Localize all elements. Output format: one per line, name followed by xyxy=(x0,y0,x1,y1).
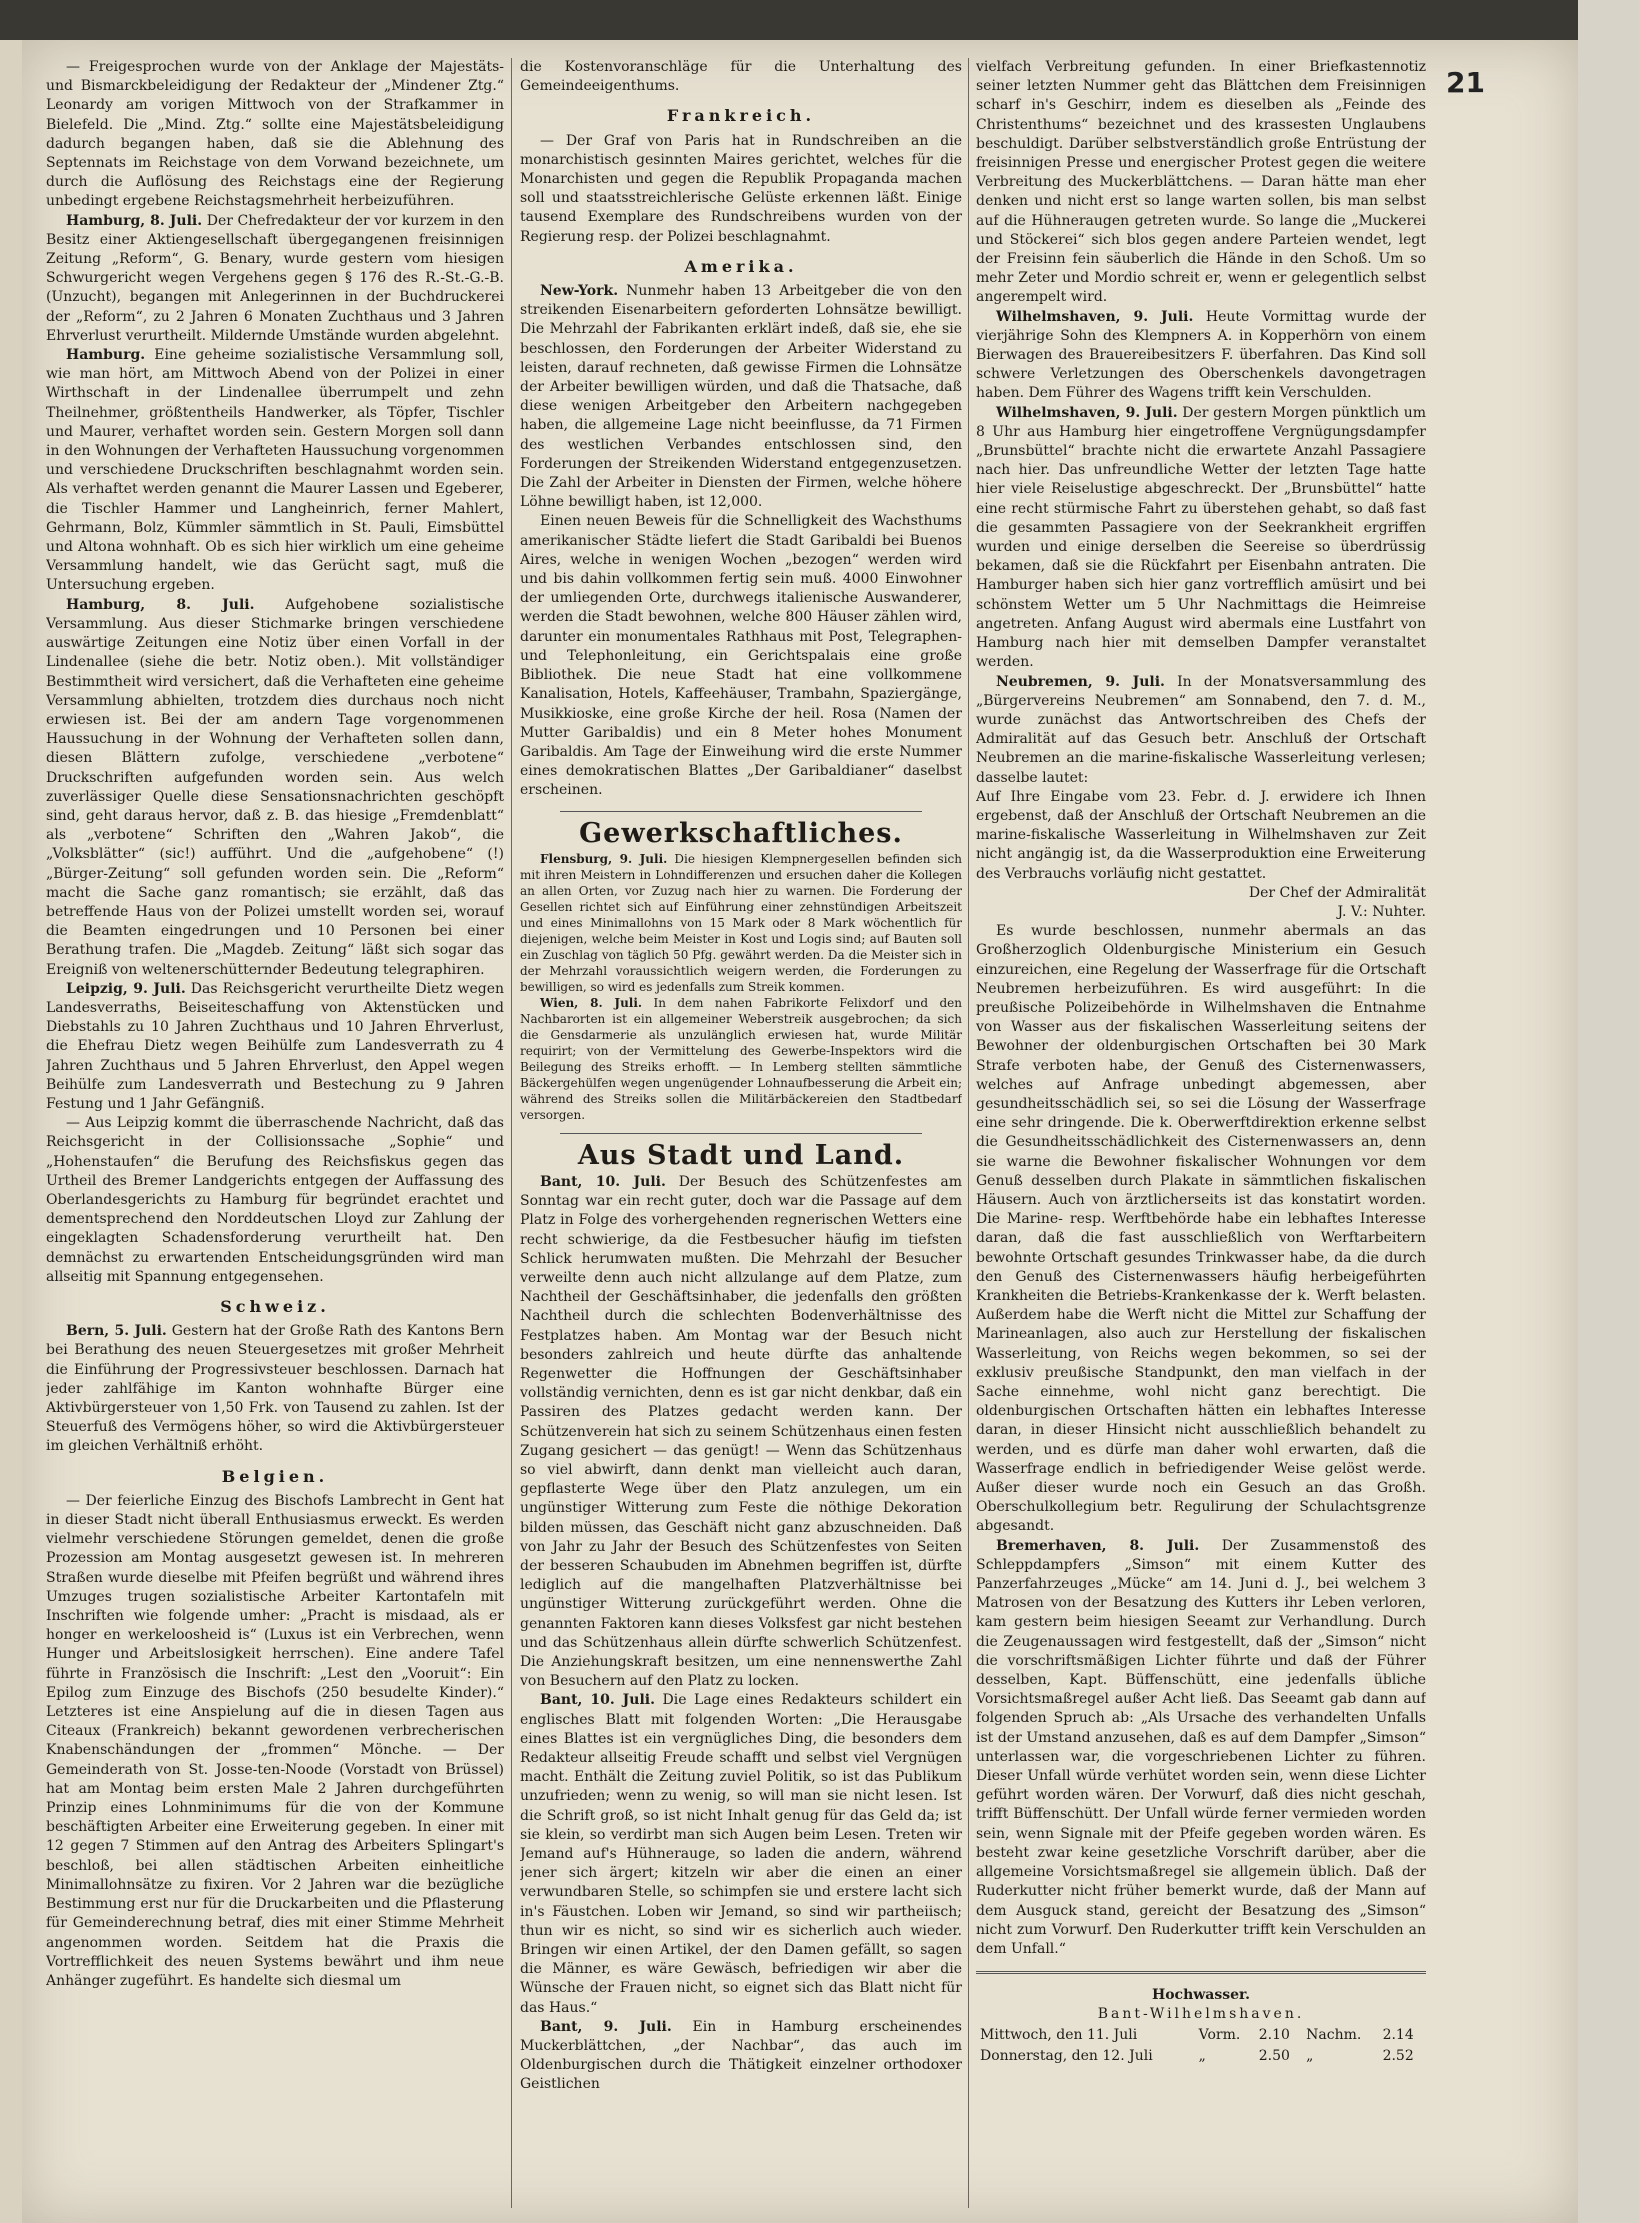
dateline: New-York. xyxy=(540,283,619,300)
article-neubremen xyxy=(976,673,1426,788)
article-text: Aufgehobene sozialistische Versammlung. Aus dieser Stichmarke bringen verschiedene auswärtige Zeitungen eine Notiz über einen Vorfall in der Lindenallee (siehe die betr. Notiz oben.). Mit vollständiger Bestimmtheit wird versichert, daß die Verhafteten eine geheime Versammlung abhielten, trotzdem dies durchaus noch nicht erwiesen ist. Bei der am andern Tage vorgenommenen Haussuchung in der Wohnung der Verhafteten sollen dann, diesen Blättern zufolge, verschiedene „verbotene“ Druckschriften aufgefunden worden sein. Aus welch zuverlässiger Quelle diese Sensationsnachrichten geschöpft sind, geht daraus hervor, daß z. B. das hiesige „Fremdenblatt“ als „verbotene“ Schriften den „Wahren Jakob“, die „Volksblätter“ (sic!) aufführt. Und die „aufgehobene“ (!) „Bürger-Zeitung“ soll gefunden worden sein. Die „Reform“ macht die Sache ganz romantisch; sie erzählt, daß das betreffende Haus von der Polizei umstellt worden sei, worauf die Beamten eingedrungen und 10 Personen bei einer Berathung trafen. Die „Magdeb. Zeitung“ läßt sich sogar das Ereigniß von weltenerschütternder Bedeutung telegraphiren. xyxy=(46,596,504,978)
table-cell-day: Mittwoch, den 11. Juli xyxy=(980,2026,1138,2043)
table-cell-vorm-label: „ xyxy=(1198,2047,1206,2064)
article-text: Der Zusammenstoß des Schleppdampfers „Simson“ mit einem Kutter des Panzerfahrzeuges „Mücke“ am 14. Juni d. J., bei welchem 3 Matrosen von der Besatzung des Kutters ihr Leben verloren, kam gestern beim hiesigen Seeamt zur Verhandlung. Durch die Zeugenaussagen wird festgestellt, daß der „Simson“ nicht die vorschriftsmäßigen Lichter führte und daß der Führer desselben, Kapt. Büffenschütt, eine jedenfalls übliche Vorsichtsmaßregel außer Acht ließ. Das Seeamt gab dann auf folgenden Spruch ab: „Als Ursache des verhandelten Unfalls ist der Umstand anzusehen, daß es auf dem Dampfer „Simson“ unterlassen war, die vorgeschriebenen Lichter zu führen. Dieser Unfall würde verhütet worden sein, wenn diese Lichter geführt worden wären. Der Vorwurf, daß dies nicht geschah, trifft Büffenschütt. Der Unfall würde ferner vermieden worden sein, wenn Signale mit der Pfeife gegeben worden wären. Es besteht zwar keine gesetzliche Vorschrift darüber, aber die allgemeine Vorsichtsmaßregel sie allgemein üblich. Daß der Ruderkutter nicht früher bemerkt wurde, daß der Mann auf dem Ausguck stand, gereicht der Besatzung des „Simson“ nicht zum Vorwurf. Den Ruderkutter trifft kein Verschulden an dem Unfall.“ xyxy=(976,1537,1426,1957)
article-hamburg-1 xyxy=(46,212,504,346)
column-2 xyxy=(520,58,962,2208)
dateline: Bremerhaven, 8. Juli. xyxy=(996,1537,1200,1554)
article-hamburg-3 xyxy=(46,596,504,980)
article-bant-schuetzenfest xyxy=(520,1173,962,1691)
dateline: Wilhelmshaven, 9. Juli. xyxy=(996,308,1194,325)
table-cell-vorm-label: Vorm. xyxy=(1198,2026,1241,2043)
article-continuation: die Kostenvoranschläge für die Unterhaltung des Gemeindeeigenthums. xyxy=(520,59,962,95)
article-text: Heute Vormittag wurde der vierjährige Sohn des Klempners A. in Kopperhörn von einem Bierwagen des Brauereibesitzers F. überfahren. Das Kind soll schwere Verletzungen des Oberschenkels davongetragen haben. Dem Führer des Wagens trifft kein Verschulden. xyxy=(976,308,1426,402)
high-water-location: Bant-Wilhelmshaven. xyxy=(1097,2006,1305,2023)
article-text: Das Reichsgericht verurtheilte Dietz wegen Landesverraths, Beiseiteschaffung von Aktenstücken und Diebstahls zu 10 Jahren Zuchthaus und 10 Jahren Ehrverlust, die Ehefrau Dietz wegen Beihülfe zum Landesverrath zu 4 Jahren Zuchthaus und 5 Jahren Ehrverlust, den Appel wegen Beihülfe zum Landesverrath und Bestechung zu 9 Jahren Festung und 1 Jahr Gefängniß. xyxy=(46,980,504,1112)
section-heading-aus-stadt-und-land: Aus Stadt und Land. xyxy=(577,1139,905,1171)
article-leipzig-2: — Aus Leipzig kommt die überraschende Nachricht, daß das Reichsgericht in der Collisionssache „Sophie“ und „Hohenstaufen“ die Berufung des Reichsfiskus gegen das Urtheil des Bremer Landgerichts entgegen der Auffassung des Oberlandesgerichts zu Hamburg für begründet erachtet und dementsprechend den Norddeutschen Lloyd zur Zahlung der eingeklagten Schadensforderung verurtheilt hat. Den demnächst zu erwartenden Entscheidungsgründen wird man allseitig mit Spannung entgegensehen. xyxy=(46,1115,504,1285)
column-rule-1 xyxy=(511,58,512,2208)
dateline: Neubremen, 9. Juli. xyxy=(996,673,1165,690)
article-text: Der gestern Morgen pünktlich um 8 Uhr aus Hamburg hier eingetroffene Vergnügungsdampfer „Brunsbüttel“ brachte nicht die erwartete Anzahl Passagiere nach hier. Das unfreundliche Wetter der letzten Tage hatte hier viele Reiselustige abgeschreckt. Der „Brunsbüttel“ hatte eine recht stürmische Fahrt zu überstehen gehabt, so daß fast die gesammten Passagiere von der Seekrankheit ergriffen wurden und einige derselben die Seereise so überdrüssig bekamen, daß sie die Rückfahrt per Eisenbahn antraten. Die Hamburger haben sich hier ganz vortrefflich amüsirt und bei schönstem Wetter um 5 Uhr Nachmittags die Heimreise angetreten. Anfang August wird abermals eine Lustfahrt von Hamburg nach hier mit demselben Dampfer veranstaltet werden. xyxy=(976,404,1426,671)
article-new-york xyxy=(520,282,962,512)
dateline: Bant, 9. Juli. xyxy=(540,2018,672,2035)
table-cell-nachm-label: Nachm. xyxy=(1306,2026,1362,2043)
article-hamburg-2 xyxy=(46,346,504,596)
article-continuation: vielfach Verbreitung gefunden. In einer Briefkastennotiz seiner letzten Nummer geht das Blättchen dem Freisinnigen scharf in's Geschirr, indem es dieselben als „Feinde des Christenthums“ bezeichnet und des krassesten Unglaubens beschuldigt. Darüber selbstverständlich große Entrüstung der freisinnigen Presse und energischer Protest gegen die weitere Verbreitung des Muckerblättchens. — Daran hätte man eher denken und nicht erst so lange warten sollen, bis man selbst auf die Hühneraugen getreten wurde. So lange die „Muckerei und Stöckerei“ sich blos gegen andere Parteien wendet, legt der Freisinn fein säuberlich die Hände in den Schoß. Um so mehr Zeter und Mordio schreit er, wenn er gelegentlich selbst angerempelt wird. xyxy=(976,59,1426,306)
table-cell-day: Donnerstag, den 12. Juli xyxy=(980,2047,1153,2064)
table-cell-vorm: 2.10 xyxy=(1258,2026,1290,2043)
column-3 xyxy=(976,58,1426,2208)
divider xyxy=(560,811,922,812)
article-neubremen-resolution: Es wurde beschlossen, nunmehr abermals an das Großherzoglich Oldenburgische Ministerium ein Gesuch einzureichen, eine Regelung der Wasserfrage für die Ortschaft Neubremen herbeizuführen. Es wird ausgeführt: In die preußische Polizeibehörde in Wilhelmshaven die Entnahme von Wasser aus der fiskalischen Wasserleitung seitens der Bewohner der oldenburgischen Ortschaften bei 30 Mark Strafe verboten habe, der Genuß des Cisternenwassers, welches auf Anfrage unbedingt abgemessen, aber gesundheitsschädlich sei, so sei die Lösung der Wasserfrage eine sehr dringende. Die k. Oberwerftdirektion erkenne selbst die Gesundheitsschädlichkeit des Cisternenwassers an, denn sie warne die Bewohner fiskalischer Wohnungen vor dem Genuß desselben durch Plakate in sämmtlichen fiskalischen Häusern. Auch von ärztlicherseits ist das konstatirt worden. Die Marine- resp. Werftbehörde habe ein lebhaftes Interesse daran, daß die fast ausschließlich von Werftarbeitern bewohnte Ortschaft gesundes Trinkwasser habe, da die durch den Genuß des Cisternenwassers häufig herbeigeführten Krankheiten die Betriebs-Krankenkasse der k. Werft belasten. Außerdem habe die Werft nicht die Mittel zur Schaffung der Marineanlagen, also auch zur Herstellung der fiskalischen Wasserleitung, von Reichs wegen bekommen, so sei der exklusiv preußische Standpunkt, den man vielfach in der Sache einnehme, wohl nicht ganz berechtigt. Die oldenburgischen Ortschaften hätten ein lebhaftes Interesse daran, in dieser Hinsicht nicht ausschließlich behandelt zu werden, und es dürfe man daher wohl erwarten, daß die Wasserfrage endlich in befriedigender Weise gelöst werde. Außer dieser wurde noch ein Gesuch an das Großh. Oberschulkollegium betr. Regulirung der Schulachtsgrenze abgesandt. xyxy=(976,923,1426,1535)
article-leipzig-1 xyxy=(46,980,504,1114)
article-text: Die Lage eines Redakteurs schildert ein englisches Blatt mit folgenden Worten: „Die Herausgabe eines Blattes ist ein vergnügliches Ding, die besonders dem Redakteur allseitig Freude schafft und selbst viel Vergnügen macht. Enthält die Zeitung zuviel Politik, so ist das Publikum unzufrieden; wenn zu wenig, so will man sie nicht lesen. Ist die Schrift groß, so ist nicht Inhalt genug für das Geld da; ist sie klein, so verdirbt man sich Augen beim Lesen. Treten wir Jemand auf's Hühnerauge, so laden die andern, während jener sich ärgert; kitzeln wir aber die einen an einer verwundbaren Stelle, so schimpfen sie und erstere lacht sich in's Fäustchen. Loben wir Jemand, so sind wir partheiisch; thun wir es nicht, so sind wir es sicherlich auch wieder. Bringen wir einen Artikel, der den Damen gefällt, so sagen die Männer, es wäre Gewäsch, befriedigen wir aber die Wünsche der Frauen nicht, so eignet sich das Blatt nicht für das Haus.“ xyxy=(520,1692,962,2016)
article-text: Nunmehr haben 13 Arbeitgeber die von den streikenden Eisenarbeitern geforderten Lohnsätze bewilligt. Die Mehrzahl der Fabrikanten erklärt indeß, daß sie, ehe sie beschlossen, den Forderungen der Arbeiter Widerstand zu leisten, darauf rechneten, daß gewisse Firmen die Lohnsätze der Arbeiter bewilligen würden, und daß die Thatsache, daß diese wenigen Arbeitgeber den Arbeitern nachgegeben haben, die allgemeine Lage nicht beeinflusse, da 71 Firmen des westlichen Verbandes entschlossen sind, den Forderungen der Streikenden Widerstand entgegenzusetzen. Die Zahl der Arbeiter in Diensten der Firmen, welche höhere Löhne bewilligt haben, ist 12,000. xyxy=(520,283,962,511)
dateline: Flensburg, 9. Juli. xyxy=(540,851,668,866)
dateline: Hamburg, 8. Juli. xyxy=(66,596,255,613)
dateline: Wilhelmshaven, 9. Juli. xyxy=(996,404,1178,421)
section-heading-schweiz: Schweiz. xyxy=(220,1297,330,1316)
article-text: Der Chefredakteur der vor kurzem in den Besitz einer Aktiengesellschaft übergegangenen freisinnigen Zeitung „Reform“, G. Benary, wurde gestern vom hiesigen Schwurgericht wegen Vergehens gegen § 176 des R.-St.-G.-B. (Unzucht), begangen mit Anlegerinnen in der Buchdruckerei der „Reform“, zu 2 Jahren 6 Monaten Zuchthaus und 3 Jahren Ehrverlust verurtheilt. Mildernde Umstände wurden abgelehnt. xyxy=(46,212,504,344)
article-graf-von-paris: — Der Graf von Paris hat in Rundschreiben an die monarchistisch gesinnten Maires gerichtet, welches für die Monarchisten und gegen die Republik Propaganda machen soll und staatsstreichlerische Gelüste erkennen läßt. Einige tausend Exemplare des Rundschreibens wurden von der Regierung resp. der Polizei beschlagnahmt. xyxy=(520,132,962,245)
article-text: Die hiesigen Klempnergesellen befinden sich mit ihren Meistern in Lohndifferenzen und ersuchen daher die Kollegen an allen Orten, vor Zuzug nach hier zu warnen. Die Forderung der Gesellen richtet sich auf Einführung einer zehnstündigen Arbeitszeit und eines Minimallohns von 15 Mark oder 8 Mark wöchentlich für diejenigen, welche beim Meister in Kost und Logis sind; auf Bauten soll ein Zuschlag von täglich 50 Pfg. gewährt werden. Da die Meister sich in der Mehrzahl voraussichtlich weigern werden, die Forderungen zu bewilligen, so wird es jedenfalls zum Streik kommen. xyxy=(520,851,962,994)
table-row xyxy=(976,2025,1426,2046)
section-heading-frankreich: Frankreich. xyxy=(666,106,816,126)
scan-right-margin xyxy=(1578,0,1639,2223)
table-cell-nachm-label: „ xyxy=(1306,2047,1314,2064)
neighbor-page-edge xyxy=(0,40,22,2223)
signature-title: Der Chef der Admiralität xyxy=(1248,884,1426,901)
article-garibaldi: Einen neuen Beweis für die Schnelligkeit des Wachsthums amerikanischer Städte liefert die Stadt Garibaldi bei Buenos Aires, welche in wenigen Wochen „bezogen“ werden wird und bis dahin vollkommen fertig sein muß. 4000 Einwohner der umliegenden Orte, durchwegs italienische Auswanderer, werden die Stadt bewohnen, welche 800 Häuser zählen wird, darunter ein monumentales Rathhaus mit Post, Telegraphen- und Telephonleitung, ein Gerichtspalais eine große Bibliothek. Die neue Stadt hat eine vollkommene Kanalisation, Hotels, Kaffeehäuser, Trambahn, Spaziergänge, Musikkioske, eine große Kirche der heil. Rosa (Namen der Mutter Garibaldis) und ein 8 Meter hohes Monument Garibaldis. Am Tage der Einweihung wird die erste Nummer eines demokratischen Blattes „Der Garibaldianer“ daselbst erscheinen. xyxy=(520,513,962,799)
column-1 xyxy=(46,58,504,2208)
section-heading-belgien: Belgien. xyxy=(221,1466,329,1486)
table-row xyxy=(976,2046,1426,2067)
section-heading-gewerkschaftliches: Gewerkschaftliches. xyxy=(579,817,903,849)
signature-name: J. V.: Nuhter. xyxy=(1337,903,1426,920)
divider xyxy=(560,1133,922,1134)
article-freigesprochen: — Freigesprochen wurde von der Anklage der Majestäts- und Bismarckbeleidigung der Redakteur der „Mindener Ztg.“ Leonardy am vorigen Mittwoch von der Strafkammer in Bielefeld. Die „Mind. Ztg.“ sollte eine Majestätsbeleidigung dadurch begangen haben, daß sie die Ablehnung des Septennats im Reichstage von dem Vorwand bezeichnete, um durch die Auflösung des Reichstags eine der Regierung unbedingt ergebene Reichstagsmehrheit herbeizuführen. xyxy=(46,59,504,210)
table-cell-vorm: 2.50 xyxy=(1258,2047,1290,2064)
article-flensburg xyxy=(520,851,962,995)
article-bremerhaven xyxy=(976,1537,1426,1959)
dateline: Hamburg. xyxy=(66,347,146,364)
column-rule-2 xyxy=(968,58,969,2208)
article-bern xyxy=(46,1322,504,1456)
admiralty-letter: Auf Ihre Eingabe vom 23. Febr. d. J. erwidere ich Ihnen ergebenst, daß der Anschluß der Ortschaft Neubremen an die marine-fiskalische Wasserleitung in Wilhelmshaven zur Zeit nicht angängig ist, da die Wasserproduktion eine Erweiterung des Verbrauchs vorläufig nicht gestattet. xyxy=(976,788,1426,882)
table-cell-nachm: 2.52 xyxy=(1382,2047,1414,2064)
section-heading-amerika: Amerika. xyxy=(684,256,798,276)
article-bant-nachbar xyxy=(520,2018,962,2095)
dateline: Leipzig, 9. Juli. xyxy=(66,980,186,997)
dateline: Bant, 10. Juli. xyxy=(540,1173,666,1190)
article-belgien: — Der feierliche Einzug des Bischofs Lambrecht in Gent hat in dieser Stadt nicht überall Enthusiasmus erweckt. Es werden vielmehr verschiedene Störungen gemeldet, denen die große Prozession am Montag ausgesetzt gewesen ist. In mehreren Straßen wurde dieselbe mit Pfeifen begrüßt und während ihres Umzuges trugen sozialistische Arbeiter Kartontafeln mit Inschriften wie folgende umher: „Pracht is misdaad, als er honger en werkeloosheid is“ (Luxus ist ein Verbrechen, wenn Hunger und Arbeitslosigkeit herrschen). Eine andere Tafel führte in Französisch die Inschrift: „Lest den „Vooruit“: Ein Epilog zum Einzuge des Bischofs (250 besudelte Kinder).“ Letzteres ist eine Anspielung auf die in diesen Tagen aus Citeaux (Frankreich) bekannt gewordenen verbrecherischen Knabenschändungen der „frommen“ Mönche. — Der Gemeinderath von St. Josse-ten-Noode (Vorstadt von Brüssel) hat am Montag beim ersten Male 2 Jahren durchgeführten Prinzip eines Lohnminimums für die von der Kommune beschäftigten Arbeiter eine Erweiterung gegeben. In einer mit 12 gegen 7 Stimmen auf den Antrag des Arbeiters Splingart's beschloß, bei allen städtischen Arbeiten einheitliche Minimallohnsätze zu fixiren. Vor 2 Jahren war die bezügliche Bestimmung erst nur für die Druckarbeiten und die Pflasterung für Gemeinderechnung betraf, dies mit einer Stimme Mehrheit angenommen worden. Seitdem hat die Praxis die Vortrefflichkeit des neuen Systems bewährt und ihm neue Anhänger zugeführt. Es handelte sich diesmal um xyxy=(46,1492,504,1989)
article-text: In dem nahen Fabrikorte Felixdorf und den Nachbarorten ist ein allgemeiner Weberstreik ausgebrochen; da sich die Gensdarmerie als unzulänglich erwiesen hat, wurde Militär requirirt; von der Vermittelung des Gewerbe-Inspektors wird die Beilegung des Streiks erhofft. — In Lemberg stellten sämmtliche Bäckergehülfen wegen ungenügender Lohnaufbesserung die Arbeit ein; während des Streiks sollen die Militärbäckereien den Stadtbedarf versorgen. xyxy=(520,995,962,1122)
article-wilhelmshaven-2 xyxy=(976,404,1426,673)
article-text: Eine geheime sozialistische Versammlung soll, wie man hört, am Mittwoch Abend von der Polizei in einer Wirthschaft in der Lindenallee überrumpelt und zehn Theilnehmer, größtentheils Handwerker, als Töpfer, Tischler und Maurer, verhaftet worden sein. Gestern Morgen soll dann in den Wohnungen der Verhafteten Haussuchung vorgenommen und verschiedene Druckschriften beschlagnahmt worden sein. Als verhaftet werden genannt die Maurer Lassen und Egeberer, die Tischler Hammer und Langheinrich, ferner Mahlert, Gehrmann, Bolz, Kümmler sämmtlich in St. Pauli, Eimsbüttel und Altona wohnhaft. Ob es sich hier wirklich um eine geheime Versammlung handelt, wie das Gerücht sagt, muß die Untersuchung ergeben. xyxy=(46,347,504,594)
article-text: Ein in Hamburg erscheinendes Muckerblättchen, „der Nachbar“, das auch im Oldenburgischen durch die Thätigkeit einzelner orthodoxer Geistlichen xyxy=(520,2018,962,2093)
page-number: 21 xyxy=(1446,66,1485,99)
article-text: Der Besuch des Schützenfestes am Sonntag war ein recht guter, doch war die Passage auf dem Platz in Folge des vorhergehenden regnerischen Wetters eine recht schwierige, da die Festbesucher häufig im tiefsten Schlick herumwaten mußten. Die Mehrzahl der Besucher verweilte denn auch nicht allzulange auf dem Platze, zum Nachtheil der Geschäftsinhaber, die jedenfalls den größten Nachtheil durch die schlechten Bodenverhältnisse des Festplatzes haben. Am Montag war der Besuch nicht besonders zahlreich und heute dürfte das anhaltende Regenwetter die Hoffnungen der Geschäftsinhaber vollständig vernichten, denn es ist gar nicht denkbar, daß ein Passiren des Platzes gedacht werden kann. Der Schützenverein hat sich zu seinem Schützenhaus einen festen Zugang gesichert — das genügt! — Wenn das Schützenhaus so viel abwirft, dann denkt man vielleicht auch daran, gepflasterte Wege über den Platz anzulegen, um ein ungünstiger Witterung zum Feste die nöthige Dekoration bilden müssen, das Geschäft nicht ganz abzuschneiden. Daß von Jahr zu Jahr der Besuch des Schützenfestes von Seiten der besseren Schaubuden im Abnehmen begriffen ist, dürfte lediglich auf die mangelhaften Platzverhältnisse bei ungünstiger Witterung zurückgeführt werden. Ohne die genannten Faktoren kann dieses Volksfest gar nicht bestehen und das Schützenhaus allein dürfte schwerlich Schützenfest. Die Anziehungskraft besitzen, um eine nennenswerthe Zahl von Besuchern auf den Platz zu locken. xyxy=(520,1173,962,1690)
article-text: Gestern hat der Große Rath des Kantons Bern bei Berathung des neuen Steuergesetzes mit großer Mehrheit die Einführung der Progressivsteuer beschlossen. Darnach hat jeder zahlfähige im Kanton wohnhafte Bürger eine Aktivbürgersteuer von 1,50 Frk. von Tausend zu zahlen. Ist der Steuerfuß des Vermögens höher, so wird die Aktivbürgersteuer im gleichen Verhältniß erhöht. xyxy=(46,1323,504,1455)
dateline: Bant, 10. Juli. xyxy=(540,1692,655,1709)
article-text: In der Monatsversammlung des „Bürgervereins Neubremen“ am Sonnabend, den 7. d. M., wurde zunächst das Antwortschreiben des Chefs der Admiralität auf das Gesuch betr. Anschluß der Ortschaft Neubremen an die marine-fiskalische Wasserleitung verlesen; dasselbe lautet: xyxy=(976,673,1426,786)
high-water-title: Hochwasser. xyxy=(1151,1987,1251,2004)
divider-double xyxy=(976,1971,1426,1974)
dateline: Wien, 8. Juli. xyxy=(540,995,643,1010)
dateline: Bern, 5. Juli. xyxy=(66,1323,167,1340)
article-wilhelmshaven-1 xyxy=(976,308,1426,404)
high-water-table xyxy=(976,2025,1426,2067)
table-cell-nachm: 2.14 xyxy=(1382,2026,1414,2043)
article-bant-redakteur xyxy=(520,1691,962,2017)
dateline: Hamburg, 8. Juli. xyxy=(66,212,203,229)
article-wien xyxy=(520,995,962,1123)
